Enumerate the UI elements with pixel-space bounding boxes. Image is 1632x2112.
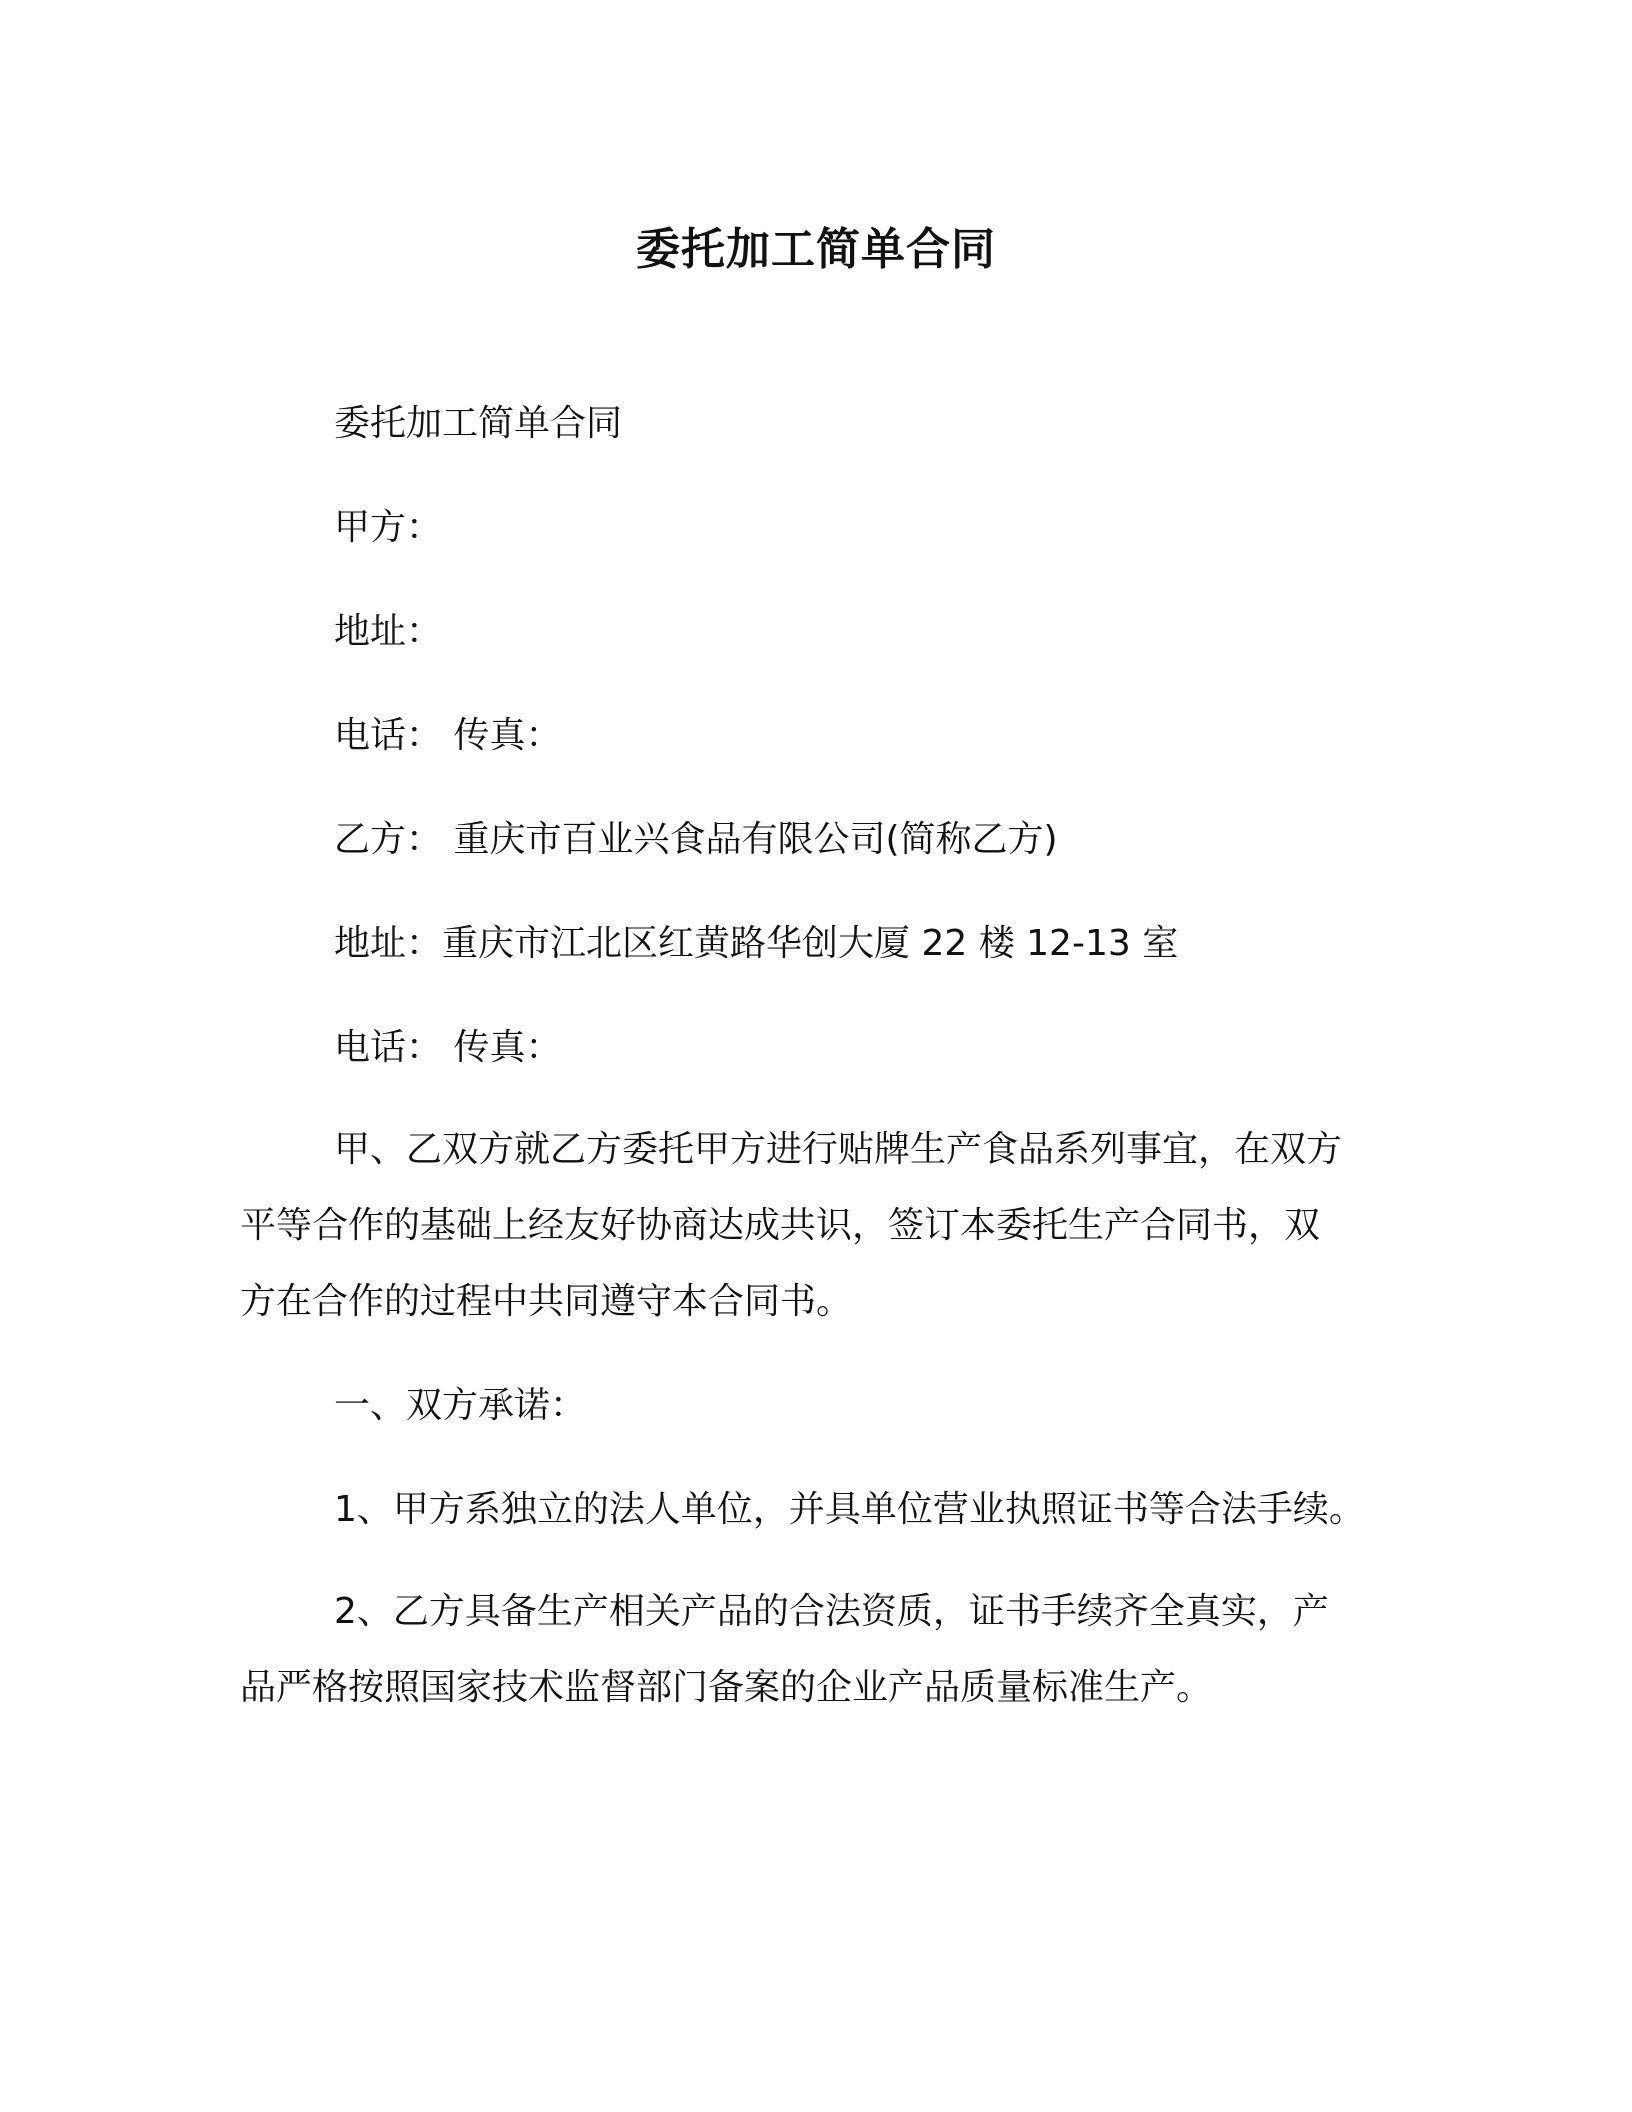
section-1-heading: 一、双方承诺： [334, 1385, 587, 1426]
clause-2-line: 品严格按照国家技术监督部门备案的企业产品质量标准生产。 [240, 1667, 1213, 1708]
party-a-line: 甲方： [334, 507, 443, 548]
document-title: 委托加工简单合同 [636, 224, 996, 275]
preamble-line: 方在合作的过程中共同遵守本合同书。 [240, 1281, 853, 1322]
preamble-paragraph [240, 1112, 1390, 1340]
party-b-address-line: 地址：重庆市江北区红黄路华创大厦 22 楼 12-13 室 [334, 923, 1179, 964]
clause-1: 1、甲方系独立的法人单位，并具单位营业执照证书等合法手续。 [334, 1489, 1365, 1530]
party-a-phone-fax-line: 电话： 传真： [334, 715, 562, 756]
party-b-phone-fax-line: 电话： 传真： [334, 1027, 562, 1068]
contract-subtitle: 委托加工简单合同 [334, 403, 623, 444]
preamble-line: 甲、乙双方就乙方委托甲方进行贴牌生产食品系列事宜，在双方 [334, 1129, 1343, 1170]
party-a-address-line: 地址： [334, 611, 443, 652]
clause-2-paragraph [240, 1574, 1390, 1726]
clause-2-line: 2、乙方具备生产相关产品的合法资质，证书手续齐全真实，产 [334, 1591, 1329, 1632]
preamble-line: 平等合作的基础上经友好协商达成共识，签订本委托生产合同书，双 [240, 1205, 1321, 1246]
party-b-line: 乙方： 重庆市百业兴食品有限公司(简称乙方) [334, 819, 1058, 860]
